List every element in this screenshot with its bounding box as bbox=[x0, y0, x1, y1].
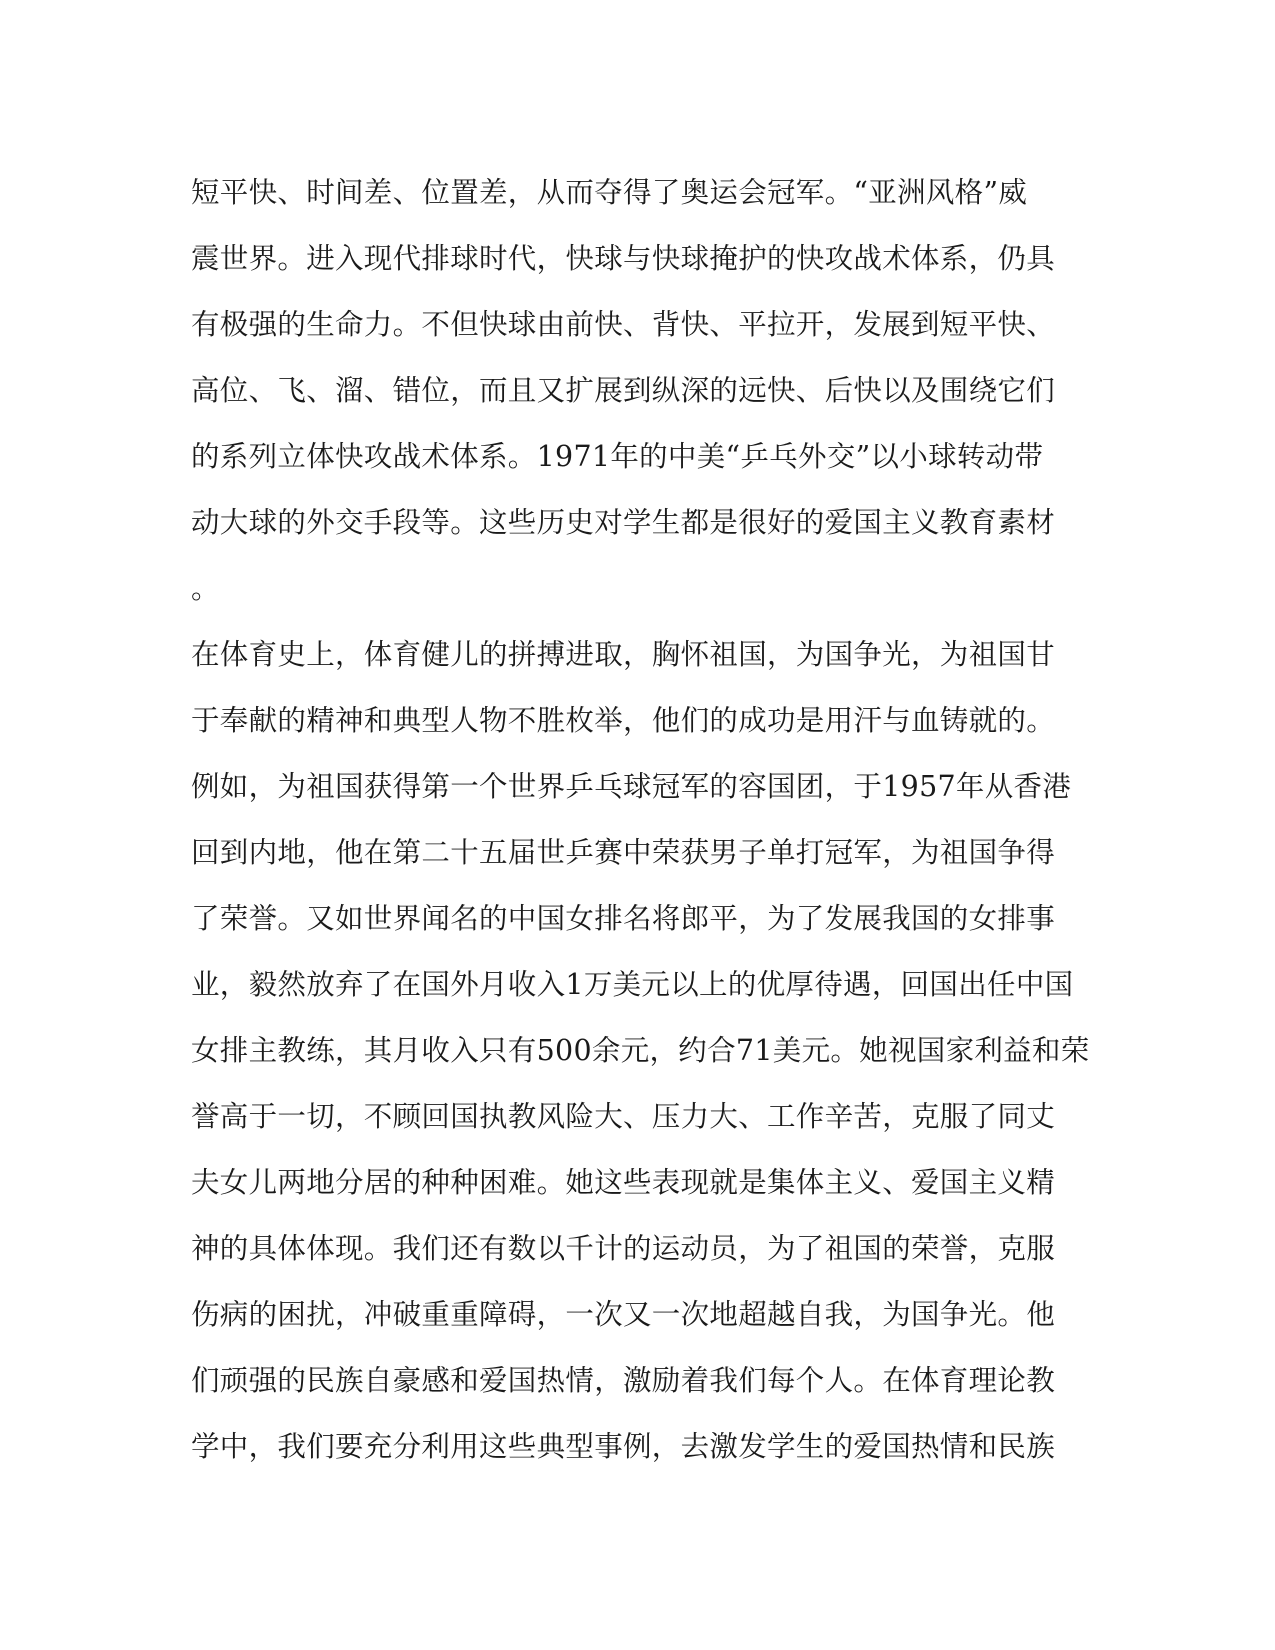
text-line: 们顽强的民族自豪感和爱国热情，激励着我们每个人。在体育理论教 bbox=[191, 1364, 1056, 1397]
text-line: 高位、飞、溜、错位，而且又扩展到纵深的远快、后快以及围绕它们 bbox=[191, 374, 1056, 407]
text-line: 。 bbox=[191, 572, 220, 605]
document-body bbox=[191, 160, 1091, 1480]
text-line: 于奉献的精神和典型人物不胜枚举，他们的成功是用汗与血铸就的。 bbox=[191, 704, 1056, 737]
text-line: 震世界。进入现代排球时代，快球与快球掩护的快攻战术体系，仍具 bbox=[191, 242, 1056, 275]
text-line: 有极强的生命力。不但快球由前快、背快、平拉开，发展到短平快、 bbox=[191, 308, 1056, 341]
text-line: 神的具体体现。我们还有数以千计的运动员，为了祖国的荣誉，克服 bbox=[191, 1232, 1056, 1265]
text-line: 了荣誉。又如世界闻名的中国女排名将郎平，为了发展我国的女排事 bbox=[191, 902, 1056, 935]
text-line: 业，毅然放弃了在国外月收入1万美元以上的优厚待遇，回国出任中国 bbox=[191, 968, 1074, 1001]
text-line: 在体育史上，体育健儿的拼搏进取，胸怀祖国，为国争光，为祖国甘 bbox=[191, 638, 1056, 671]
text-line: 短平快、时间差、位置差，从而夺得了奥运会冠军。“亚洲风格”威 bbox=[191, 176, 1028, 209]
text-line: 的系列立体快攻战术体系。1971年的中美“乒乓外交”以小球转动带 bbox=[191, 440, 1044, 473]
text-line: 动大球的外交手段等。这些历史对学生都是很好的爱国主义教育素材 bbox=[191, 506, 1056, 539]
text-line: 学中，我们要充分利用这些典型事例，去激发学生的爱国热情和民族 bbox=[191, 1430, 1056, 1463]
text-line: 夫女儿两地分居的种种困难。她这些表现就是集体主义、爱国主义精 bbox=[191, 1166, 1056, 1199]
text-line: 回到内地，他在第二十五届世乒赛中荣获男子单打冠军，为祖国争得 bbox=[191, 836, 1056, 869]
text-line: 女排主教练，其月收入只有500余元，约合71美元。她视国家利益和荣 bbox=[191, 1034, 1090, 1067]
text-line: 誉高于一切，不顾回国执教风险大、压力大、工作辛苦，克服了同丈 bbox=[191, 1100, 1056, 1133]
text-line: 伤病的困扰，冲破重重障碍，一次又一次地超越自我，为国争光。他 bbox=[191, 1298, 1056, 1331]
text-line: 例如，为祖国获得第一个世界乒乓球冠军的容国团，于1957年从香港 bbox=[191, 770, 1072, 803]
